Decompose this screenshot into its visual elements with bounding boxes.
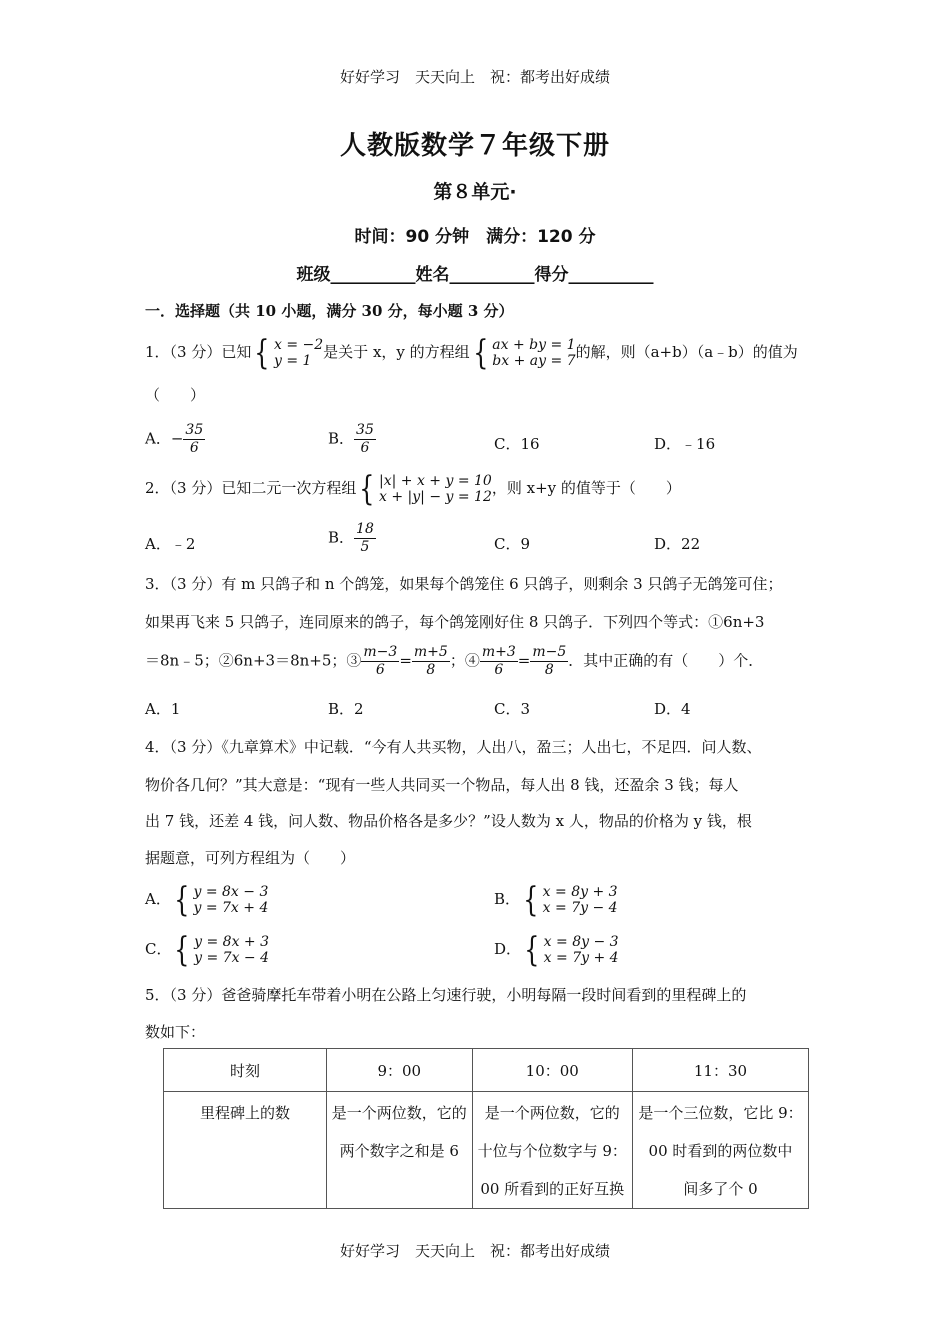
numerator: 35 [356, 422, 374, 438]
q2-system [356, 469, 492, 509]
q1-paren: （ ） [145, 386, 206, 404]
time-info: 时间：90 分钟 满分：120 分 [354, 227, 596, 247]
q1-system-1 [251, 333, 324, 373]
equation-row: y = 7x + 4 [193, 900, 269, 916]
q2-option-a: A．﹣2 [145, 535, 196, 553]
fraction [480, 644, 518, 679]
table-header-cell: 11：30 [632, 1049, 808, 1092]
q3-text: ；④ [449, 651, 480, 670]
equals-sign: = [399, 651, 412, 670]
student-info: 班级__________姓名__________得分__________ [296, 265, 654, 285]
q4-option-a [145, 880, 269, 920]
q1-sys1-row: y = 1 [274, 353, 312, 369]
table-cell [632, 1092, 808, 1209]
denominator: 6 [494, 662, 504, 678]
denominator: 8 [544, 662, 554, 678]
option-label: A． [145, 429, 171, 448]
cell-line: 两个数字之和是 6 [339, 1142, 459, 1160]
q4-option-d [494, 930, 619, 970]
equation-row: x = 8y + 3 [542, 884, 618, 900]
equation-row: y = 8x − 3 [193, 884, 269, 900]
q2-sys-row: |x| + x + y = 10 [379, 473, 492, 489]
option-label: D． [494, 940, 522, 958]
cell-line: 是一个两位数，它的 [484, 1104, 620, 1122]
q1-system-2 [470, 333, 576, 373]
fraction [412, 644, 450, 679]
fraction [530, 644, 568, 679]
brace-icon: { [472, 333, 489, 373]
q3-line-3 [145, 644, 763, 679]
equation-row: x = 8y − 3 [543, 934, 619, 950]
q1-sys1-row: x = −2 [274, 337, 324, 353]
option-label: C． [145, 940, 172, 958]
q1-mid: 是关于 x，y 的方程组 [323, 343, 470, 361]
fraction [361, 644, 399, 679]
fraction [183, 422, 205, 457]
denominator: 6 [189, 440, 199, 456]
q1-suffix: 的解，则（a+b）（a﹣b）的值为 [575, 343, 798, 361]
q4-line-3: 出 7 钱，还差 4 钱，问人数、物品价格各是多少？”设人数为 x 人，物品的价格为 y 钱，根 [145, 812, 752, 830]
q1-sys2-row: ax + by = 1 [492, 337, 576, 353]
q2-option-d: D．22 [654, 535, 701, 553]
q4-option-c [145, 930, 270, 970]
q1-option-c: C．16 [494, 435, 540, 453]
q2-prefix: 2．（3 分）已知二元一次方程组 [145, 479, 357, 497]
denominator: 5 [360, 539, 370, 555]
table-row [164, 1092, 809, 1209]
q4-line-4: 据题意，可列方程组为（ ） [145, 849, 356, 867]
option-label: B． [494, 890, 521, 908]
page-header: 好好学习 天天向上 祝：都考出好成绩 [339, 68, 610, 86]
q4-line-1: 4．（3 分）《九章算术》中记载．“今有人共买物，人出八，盈三；人出七，不足四．问人数、 [145, 738, 762, 756]
q3-line-2: 如果再飞来 5 只鸽子，连同原来的鸽子，每个鸽笼刚好住 8 只鸽子．下列四个等式：①6n+3 [145, 613, 765, 631]
table-header-row [164, 1049, 809, 1092]
equation-row: y = 8x + 3 [194, 934, 270, 950]
q2-suffix: ，则 x+y 的值等于（ ） [491, 479, 681, 497]
cell-line: 是一个两位数，它的 [331, 1104, 467, 1122]
question-2 [145, 469, 681, 509]
cell-line: 里程碑上的数 [199, 1104, 290, 1122]
q1-sys2-row: bx + ay = 7 [492, 353, 576, 369]
equation-row: x = 7y + 4 [543, 950, 619, 966]
brace-icon: { [174, 930, 190, 970]
numerator: m+3 [481, 644, 516, 660]
equals-sign: = [517, 651, 531, 670]
denominator: 8 [426, 662, 436, 678]
unit-title: 第８单元· [433, 181, 517, 203]
numerator: m−5 [532, 644, 567, 660]
q3-text: ＝8n﹣5；②6n+3＝8n+5；③ [145, 651, 362, 670]
table-header-cell: 9：00 [327, 1049, 473, 1092]
q4-option-b [494, 880, 618, 920]
minus-sign: − [170, 429, 184, 448]
denominator: 6 [360, 440, 370, 456]
brace-icon: { [254, 333, 270, 373]
page-footer: 好好学习 天天向上 祝：都考出好成绩 [339, 1242, 610, 1260]
q3-text: ．其中正确的有（ ）个． [568, 651, 764, 670]
brace-icon: { [174, 880, 190, 920]
numerator: m+5 [413, 644, 448, 660]
q5-line-2: 数如下： [145, 1023, 206, 1041]
table-cell [472, 1092, 632, 1209]
q3-line-1: 3．（3 分）有 m 只鸽子和 n 个鸽笼，如果每个鸽笼住 6 只鸽子，则剩余 3 只鸽子无鸽笼可住； [145, 575, 783, 593]
q2-option-b [328, 521, 376, 556]
q1-option-a [145, 422, 205, 457]
cell-line: 间多了个 0 [683, 1180, 758, 1198]
cell-line: 00 所看到的正好互换 [480, 1180, 625, 1198]
fraction [354, 521, 376, 556]
cell-line: 十位与个位数字与 9： [477, 1142, 627, 1160]
question-1 [145, 333, 798, 373]
q3-option-b: B．2 [328, 700, 364, 718]
numerator: m−3 [363, 644, 398, 660]
q1-option-b [328, 422, 376, 457]
denominator: 6 [375, 662, 385, 678]
option-label: A． [145, 890, 171, 908]
q2-option-c: C．9 [494, 535, 531, 553]
q4-line-2: 物价各几何？”其大意是：“现有一些人共同买一个物品，每人出 8 钱，还盈余 3 钱；每人 [145, 776, 739, 794]
q2-sys-row: x + |y| − y = 12 [379, 489, 492, 505]
numerator: 35 [185, 422, 204, 438]
brace-icon: { [523, 880, 539, 920]
cell-line: 是一个三位数，它比 9： [638, 1104, 803, 1122]
brace-icon: { [524, 930, 540, 970]
fraction [354, 422, 376, 457]
table-cell [327, 1092, 473, 1209]
table-header-cell: 10：00 [472, 1049, 632, 1092]
page-title: 人教版数学７年级下册 [339, 131, 610, 161]
section-heading: 一．选择题（共 10 小题，满分 30 分，每小题 3 分） [145, 302, 514, 320]
q3-option-c: C．3 [494, 700, 531, 718]
q3-option-a: A．1 [145, 700, 181, 718]
q1-prefix: 1．（3 分）已知 [145, 343, 252, 361]
option-label: B． [328, 429, 355, 448]
numerator: 18 [356, 521, 374, 537]
option-label: B． [328, 528, 355, 547]
table-header-cell: 时刻 [164, 1049, 327, 1092]
q5-line-1: 5．（3 分）爸爸骑摩托车带着小明在公路上匀速行驶，小明每隔一段时间看到的里程碑上的 [145, 986, 747, 1004]
brace-icon: { [359, 469, 375, 509]
equation-row: y = 7x − 4 [194, 950, 270, 966]
equation-row: x = 7y − 4 [542, 900, 618, 916]
cell-line: 00 时看到的两位数中 [648, 1142, 793, 1160]
q1-option-d: D．﹣16 [654, 435, 716, 453]
milestone-table [163, 1048, 809, 1209]
q3-option-d: D．4 [654, 700, 691, 718]
table-cell [164, 1092, 327, 1209]
